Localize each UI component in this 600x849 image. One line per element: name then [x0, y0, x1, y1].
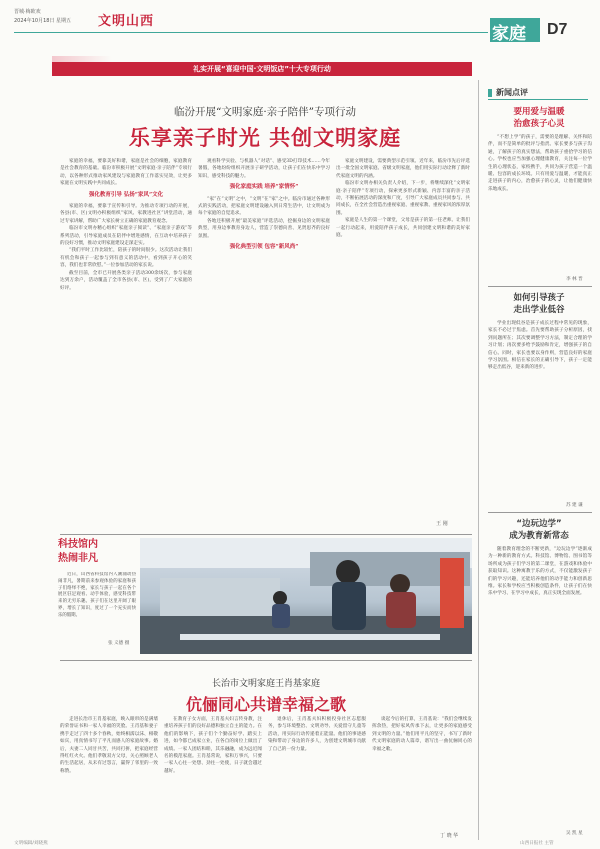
paper-name: 晋城·梅欧欢: [14, 9, 41, 15]
section-name: 家庭: [492, 24, 526, 44]
main-col1: [60, 158, 192, 530]
photo-caption-text: 近日，山西省科技馆内人潮涌动热闹非凡，暑期前来参观体验的家庭和孩子们络绎不绝，家长与孩子一起在各个展区驻足观看、动手体验，感受科技带来的无穷乐趣。孩子们在这里开阔了眼界，增长了知识，度过了一个充实而快乐的假期。: [58, 572, 136, 618]
photo-caption-title-line2: 热闹非凡: [58, 553, 98, 564]
second-kicker: 长治市文明家庭王肖基家庭: [211, 679, 320, 689]
main-lead: 家庭的幸福，要靠美好和谐，家庭是社会的细胞，家庭教育是社会教育的基础。临汾市积极开展“文明家庭·亲子陪伴”专项行动，以各种形式推动家风建设与家庭教育工作落实见效，让更多家庭在文明实践中共同成长。: [60, 159, 192, 187]
main-sub1: 强化教育引导 弘扬“家风”文化: [88, 191, 164, 198]
sidebar-rule-2: [488, 512, 592, 513]
banner-text: 礼实开展“喜迎中国·文明饭店”十大专项行动: [193, 65, 331, 73]
footer-left: 文明编辑/刘晓燕: [14, 841, 48, 846]
sidebar-item2-title-line2: 走出学业低谷: [513, 305, 565, 315]
main-col2-p3: 各地还积极开展“最美家庭”评选活动，挖掘身边的文明家庭典型，用身边事教育身边人，营造了崇德向善、见贤思齐的良好氛围。: [198, 218, 330, 239]
main-byline: 王 刚: [436, 521, 448, 527]
sidebar-item2-title-line1: 如何引导孩子: [513, 293, 565, 303]
second-col4: 谈起今后的打算，王肖基说：“我们会继续发挥余热，把好家风传承下去，让更多的家庭感受到文明的力量。”他们用平凡的坚守，书写了新时代文明家庭的动人篇章，谱写出一曲伉俪同心的幸福之歌。: [372, 717, 472, 752]
main-sub2: 强化家庭实践 培养“家情怀”: [229, 184, 299, 191]
sidebar-rule-1: [488, 286, 592, 287]
main-divider: [60, 534, 472, 535]
main-col2-p1: 观看科学实验、与机器人“对话”、感受3D打印技术……今年暑假，各地纷纷组织开展亲子研学活动，让孩子们在快乐中学习知识，感受科技的魅力。: [198, 159, 330, 179]
photo-caption-title: [58, 538, 138, 566]
main-col3: [336, 158, 470, 518]
special-banner: [52, 62, 472, 76]
sidebar-item1-title-line1: 要用爱与温暖: [513, 107, 565, 117]
banner-decoration-left: [52, 56, 112, 62]
page-header: [0, 0, 600, 50]
sidebar-item3-title-line1: “边玩边学”: [516, 519, 562, 529]
second-byline: 丁 晓 华: [440, 833, 459, 839]
header-rule: [14, 32, 488, 33]
photo-credit: 张 义德 摄: [108, 641, 130, 646]
sidebar-item1-title-line2: 治愈孩子心灵: [513, 119, 565, 129]
second-col1: 走进长治市王肖基家庭，映入眼帘的是满墙的荣誉证书和一家人幸福的笑脸。王肖基和妻子携手走过了四十多个春秋，始终相濡以沫、相敬如宾，用真情书写了平凡而感人的家庭故事。婚后，夫妻二人同甘共苦，共同打拼，把家庭经营得红红火火。他们孝敬双方父母，关心照顾老人的生活起居，从未有过怨言，赢得了邻里的一致称赞。: [60, 717, 158, 774]
main-col1-p4: 截至目前，全市已开展各类亲子活动300余场次，参与家庭达到万余户，活动覆盖了全市各县(市、区)，受到了广大家庭的好评。: [60, 270, 192, 291]
date-line: 2024年10月18日 星期五: [14, 18, 72, 24]
second-col2: 在教育子女方面，王肖基夫妇言传身教，注重培养孩子们的良好品德和独立自主的能力。在他们的影响下，孩子们个个勤奋好学、踏实上进，如今都已成家立业，在各自的岗位上做出了成绩。一家人团结和睦，其乐融融，成为远近闻名的模范家庭。王肖基常说，家和万事兴，只要一家人心往一处想、劲往一处使，日子就会越过越好。: [164, 717, 262, 774]
main-kicker: 临汾开展“文明家庭·亲子陪伴”专项行动: [173, 106, 357, 118]
second-col3: 退休后，王肖基夫妇积极投身社区志愿服务，参与环境整治、文明劝导、关爱留守儿童等活动，用实际行动传递着正能量。他们的事迹感染和带动了身边的许多人，为创建文明城市贡献了自己的一份力量。: [268, 717, 366, 752]
sidebar-item1-title: [486, 106, 592, 130]
sidebar-item3-author: 吴 凯 星: [566, 831, 583, 836]
sidebar-item3-title: [486, 518, 592, 542]
sidebar-item1-text: “不想上学”的孩子，需要的是理解、关怀和陪伴，而不是简单的批评与指责。家长要多与孩子沟通，了解孩子的真实想法，帮助孩子重拾学习的信心。学校也应当加强心理健康教育，关注每一位学生的心理状态，家校携手，共同为孩子营造一个温暖、包容的成长环境。只有用爱与温暖，才能真正走进孩子的内心，治愈孩子的心灵，让他们健康快乐地成长。: [488, 135, 592, 192]
footer-right: 山西日报社 主管: [520, 841, 554, 846]
second-headline: 伉俪同心共谱幸福之歌: [185, 695, 346, 714]
main-col3-p3: 家庭是人生的第一个课堂，父母是孩子的第一任老师。让我们一起行动起来，用爱陪伴孩子成长，共同创建文明和谐的美好家庭。: [336, 218, 470, 239]
sidebar-title: 新闻点评: [496, 88, 528, 97]
main-headline: 乐享亲子时光 共创文明家庭: [128, 126, 402, 150]
main-col2-p2: “家”在“文明”之中，“文明”在“家”之中。临汾市通过各种形式的实践活动，把家庭文明建设融入到日常生活中，让文明成为每个家庭的自觉追求。: [198, 196, 330, 217]
sidebar-divider: [478, 80, 479, 840]
main-col1-p1: 家庭的幸福，要靠于宣传和引导。为推动专项行动的开展，各县(市、区)文明办积极组织“家风、家教进社区”讲堂活动，通过专家讲解，帮助广大家长树立正确的家庭教育观念。: [60, 204, 192, 224]
sidebar-title-block: [488, 86, 588, 100]
main-col1-p2: 临汾市文明办精心组织“家庭亲子阅读”、“家庭亲子游戏”等系列活动，引导家庭成员在陪伴中增进感情，在互动中培养孩子的良好习惯，推动文明家庭建设走深走实。: [60, 226, 192, 247]
sidebar-item1-author: 李 林 晋: [566, 277, 583, 282]
main-col3-p2: 临汾市文明办相关负责人介绍，下一步，将继续深化“文明家庭·亲子陪伴”专项行动，探索更多形式新颖、内容丰富的亲子活动，不断拓展活动的深度和广度，引导广大家庭成员共同参与、共同成长，在全社会营造出重视家庭、重视家教、重视家风的浓厚氛围。: [336, 181, 470, 216]
main-col2: [198, 158, 330, 530]
main-sub3: 强化典型引领 包容“新风尚”: [229, 244, 299, 251]
page-number: D7: [547, 21, 568, 38]
sidebar-item2-title: [486, 292, 592, 316]
sidebar-item3-title-line2: 成为教育新常态: [509, 531, 569, 541]
photo-caption-title-line1: 科技馆内: [58, 539, 98, 550]
sidebar-item2-author: 苏 建 谦: [566, 503, 583, 508]
main-col3-p1: 家庭文明建设，需要典型示范引领。近年来，临汾市先后评选出一批全国文明家庭、省级文明家庭，他们用实际行动诠释了新时代家庭文明的内涵。: [336, 159, 470, 179]
main-col1-p3: “我们平时工作比较忙，陪孩子的时间很少。这次活动让我们有机会和孩子一起参与到有意义的活动中，看到孩子开心的笑容，我们也非常欣慰。”一位参加活动的家长说。: [60, 248, 192, 269]
photo-divider: [60, 660, 472, 661]
sidebar-item3-text: 随着教育理念的不断更新，“边玩边学”逐渐成为一种新的教育方式。科技馆、博物馆、图书馆等场所成为孩子们学习的第二课堂，在游戏和体验中获取知识。这种寓教于乐的方式，不仅能激发孩子们的学习兴趣，还能培养他们的动手能力和创新思维。家长和学校应当积极创造条件，让孩子们在快乐中学习、在学习中成长，真正实现全面发展。: [488, 547, 592, 597]
sidebar-title-mark: [488, 89, 492, 97]
brand-logo: 文明山西: [98, 14, 155, 29]
science-museum-photo: [140, 538, 472, 654]
photo-illustration: [140, 538, 472, 654]
sidebar-item2-text: 学业出现低谷是孩子成长过程中常见的现象，家长不必过于焦虑。首先要帮助孩子分析原因，找到问题所在；其次要调整学习方法，制定合理的学习计划；再次要多给予鼓励和肯定，增强孩子的自信心。同时，家长也要以身作则，营造良好的家庭学习氛围。相信在家长的正确引导下，孩子一定能够走出低谷，迎来新的进步。: [488, 321, 592, 371]
